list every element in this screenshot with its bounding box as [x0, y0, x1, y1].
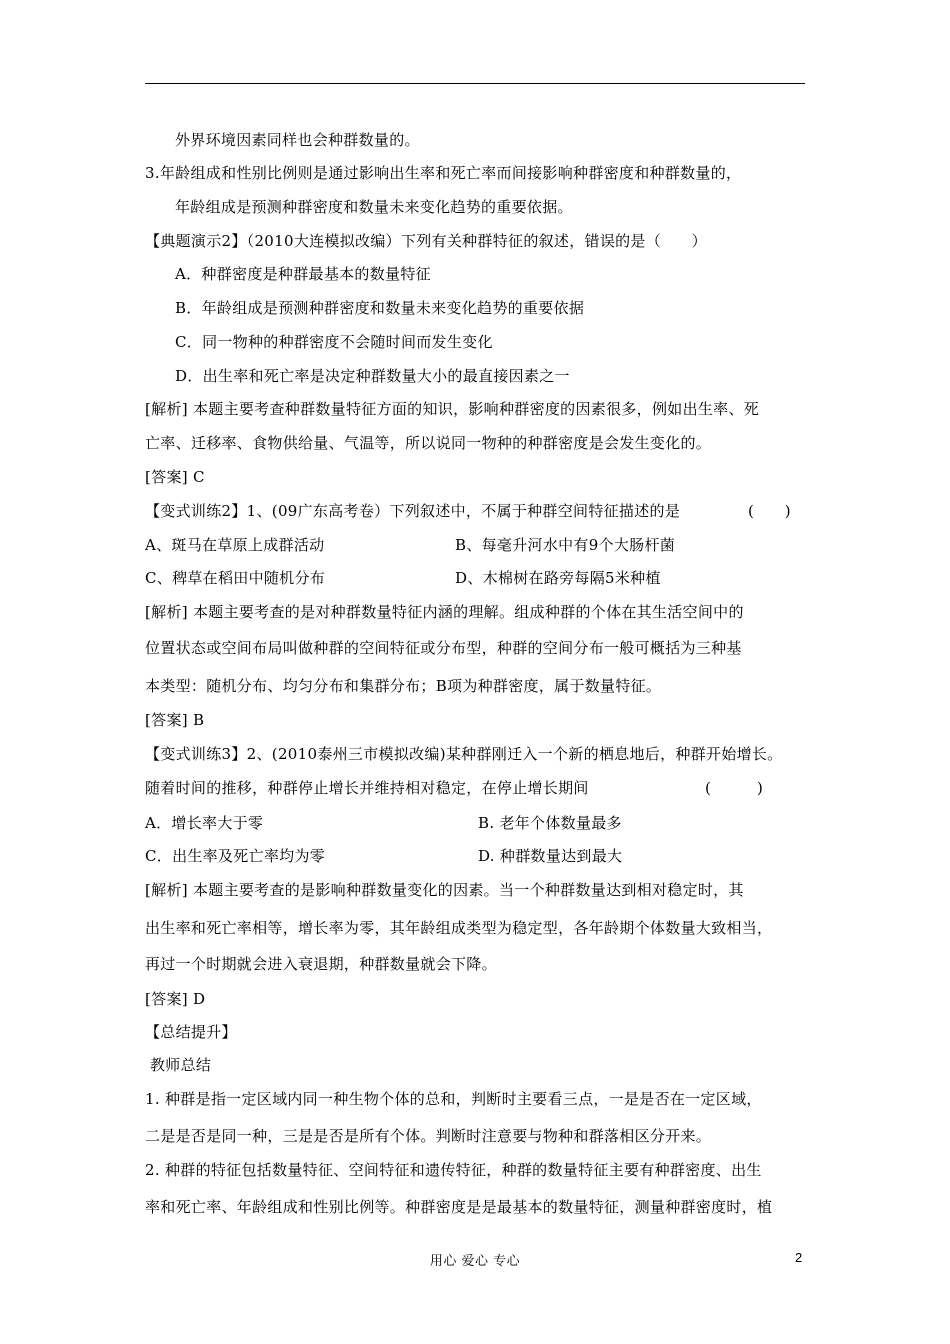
option-c: C．同一物种的种群密度不会随时间而发生变化	[175, 333, 493, 351]
page-number: 2	[795, 1250, 803, 1265]
summary-text: 二是是否是同一种，三是是否是所有个体。判断时注意要与物种和群落相区分开来。	[145, 1127, 712, 1145]
analysis-text: [解析] 本题主要考查的是对种群数量特征内涵的理解。组成种群的个体在其生活空间中的	[145, 603, 744, 621]
summary-text: 率和死亡率、年龄组成和性别比例等。种群密度是是最基本的数量特征，测量种群密度时，植	[145, 1198, 773, 1216]
footer-slogan: 用心 爱心 专心	[429, 1254, 521, 1269]
option-a: A、斑马在草原上成群活动	[145, 536, 325, 554]
option-d: D．出生率和死亡率是决定种群数量大小的最直接因素之一	[175, 367, 570, 385]
answer-text: [答案] D	[145, 990, 206, 1008]
analysis-text: [解析] 本题主要考查种群数量特征方面的知识，影响种群密度的因素很多，例如出生率、死	[145, 400, 760, 418]
option-b: B、每毫升河水中有9个大肠杆菌	[455, 536, 676, 554]
question-heading: 【变式训练3】2、(2010泰州三市模拟改编)某种群刚迁入一个新的栖息地后，种群开始增长。	[145, 745, 783, 763]
option-a: A．增长率大于零	[145, 814, 264, 832]
answer-blank: ( )	[705, 779, 764, 797]
header-rule	[145, 83, 805, 84]
text-line: 外界环境因素同样也会种群数量的。	[175, 131, 420, 149]
option-b: B．年龄组成是预测种群密度和数量未来变化趋势的重要依据	[175, 299, 585, 317]
text-line: 3.年龄组成和性别比例则是通过影响出生率和死亡率而间接影响种群密度和种群数量的，	[145, 164, 742, 182]
analysis-text: 位置状态或空间布局叫做种群的空间特征或分布型，种群的空间分布一般可概括为三种基	[145, 639, 742, 657]
option-c: C、稗草在稻田中随机分布	[145, 569, 326, 587]
subheading: 教师总结	[150, 1056, 212, 1074]
analysis-text: 本类型：随机分布、均匀分布和集群分布；B项为种群密度，属于数量特征。	[145, 677, 662, 695]
analysis-text: 再过一个时期就会进入衰退期，种群数量就会下降。	[145, 955, 497, 973]
analysis-text: 亡率、迁移率、食物供给量、气温等，所以说同一物种的种群密度是会发生变化的。	[145, 434, 712, 452]
option-b: B. 老年个体数量最多	[478, 814, 622, 832]
answer-text: [答案] C	[145, 468, 205, 486]
section-heading: 【总结提升】	[145, 1023, 237, 1041]
option-a: A．种群密度是种群最基本的数量特征	[175, 265, 431, 283]
text-line: 年龄组成是预测种群密度和数量未来变化趋势的重要依据。	[175, 198, 573, 216]
analysis-text: 出生率和死亡率相等，增长率为零，其年龄组成类型为稳定型，各年龄期个体数量大致相当，	[145, 919, 773, 937]
option-d: D、木棉树在路旁每隔5米种植	[455, 569, 661, 587]
answer-text: [答案] B	[145, 711, 205, 729]
analysis-text: [解析] 本题主要考查的是影响种群数量变化的因素。当一个种群数量达到相对稳定时，其	[145, 881, 744, 899]
question-text: 随着时间的推移，种群停止增长并维持相对稳定，在停止增长期间	[145, 779, 589, 797]
question-heading: 【变式训练2】1、(09广东高考卷）下列叙述中，不属于种群空间特征描述的是	[145, 502, 681, 520]
question-heading: 【典题演示2】（2010大连模拟改编）下列有关种群特征的叙述，错误的是（ ）	[145, 232, 707, 250]
summary-text: 1. 种群是指一定区域内同一种生物个体的总和，判断时主要看三点，一是是否在一定区域，	[145, 1090, 762, 1108]
answer-blank: ( )	[748, 502, 791, 520]
summary-text: 2. 种群的特征包括数量特征、空间特征和遗传特征，种群的数量特征主要有种群密度、出生	[145, 1161, 762, 1179]
option-c: C．出生率及死亡率均为零	[145, 847, 326, 865]
option-d: D. 种群数量达到最大	[478, 847, 623, 865]
